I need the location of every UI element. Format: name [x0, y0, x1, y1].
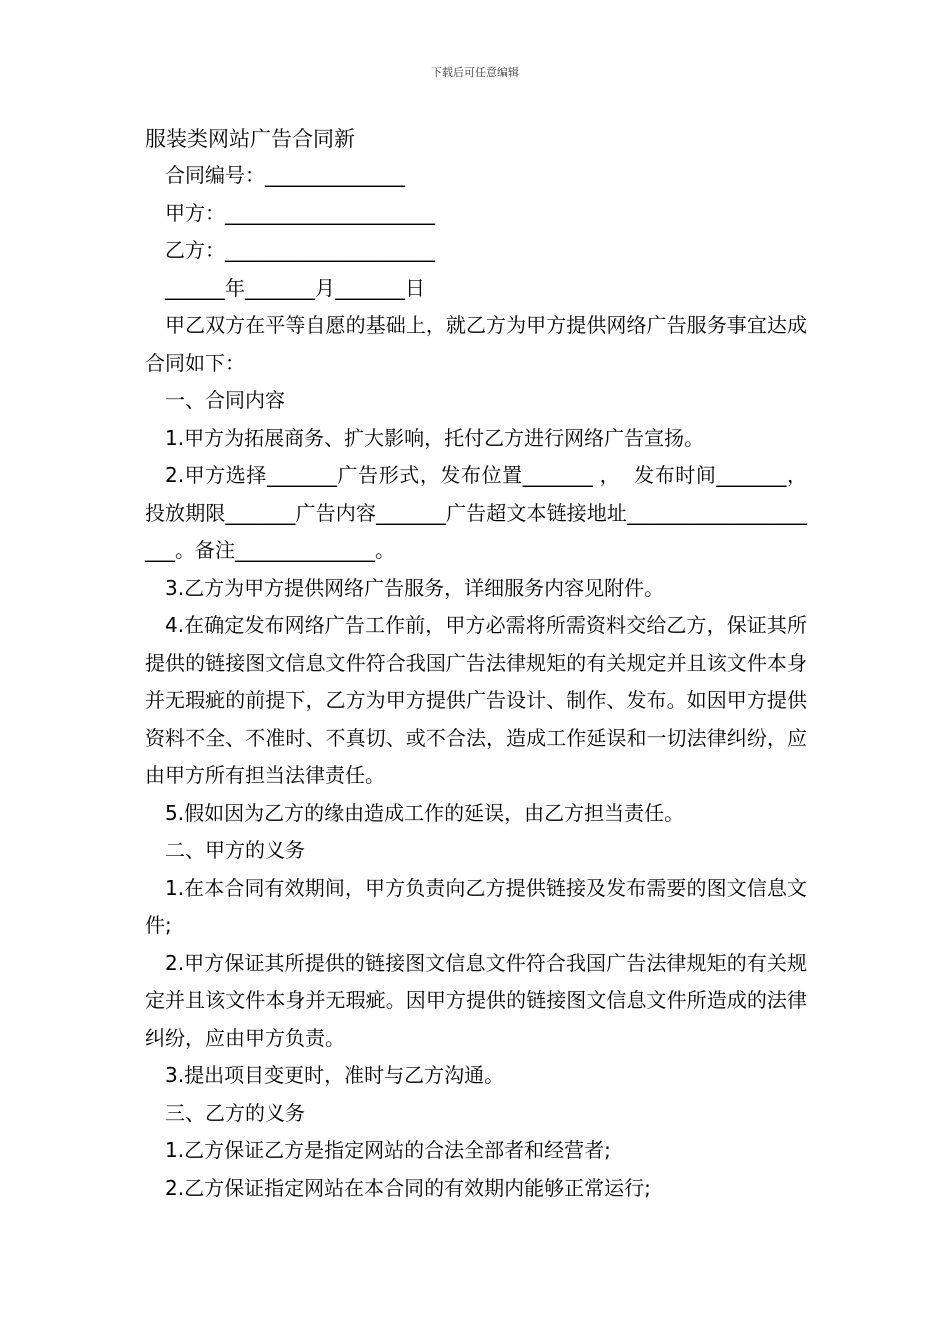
- contract-document: [145, 121, 807, 1207]
- page-header-note: 下载后可任意编辑: [431, 66, 519, 79]
- section-2-item: 1.在本合同有效期间，甲方负责向乙方提供链接及发布需要的图文信息文件;: [145, 875, 807, 937]
- date-line: ______年_______月_______日: [165, 275, 425, 300]
- section-1-item: 1.甲方为拓展商务、扩大影响，托付乙方进行网络广告宣扬。: [165, 425, 705, 450]
- document-title: 服装类网站广告合同新: [145, 127, 355, 151]
- section-2-title: 二、甲方的义务: [165, 838, 305, 862]
- section-1-item: 3.乙方为甲方提供网络广告服务，详细服务内容见附件。: [165, 575, 665, 600]
- section-1-item: 4.在确定发布网络广告工作前，甲方必需将所需资料交给乙方，保证其所提供的链接图文信息文件符合我国广告法律规矩的有关规定并且该文件本身并无瑕疵的前提下，乙方为甲方提供广告设计、制作、发布。如因甲方提供资料不全、不准时、不真切、或不合法，造成工作延误和一切法律纠纷，应由甲方所有担当法律责任。: [145, 613, 807, 787]
- contract-number-field: 合同编号：______________: [165, 163, 405, 187]
- section-3-item: 1.乙方保证乙方是指定网站的合法全部者和经营者;: [165, 1138, 611, 1162]
- section-3-item: 2.乙方保证指定网站在本合同的有效期内能够正常运行;: [165, 1175, 651, 1200]
- section-1-title: 一、合同内容: [165, 388, 285, 412]
- section-1-item: 2.甲方选择_______广告形式，发布位置_______ ， 发布时间_______，投放期限_______广告内容_______广告超文本链接地址_____________________。备注______________。: [145, 463, 807, 562]
- section-2-item: 3.提出项目变更时，准时与乙方沟通。: [165, 1063, 505, 1087]
- section-1-item: 5.假如因为乙方的缘由造成工作的延误，由乙方担当责任。: [165, 800, 685, 825]
- section-3-title: 三、乙方的义务: [165, 1100, 305, 1125]
- party-b-field: 乙方：_____________________: [165, 238, 435, 262]
- intro-paragraph: 甲乙双方在平等自愿的基础上，就乙方为甲方提供网络广告服务事宜达成合同如下：: [145, 313, 807, 375]
- section-2-item: 2.甲方保证其所提供的链接图文信息文件符合我国广告法律规矩的有关规定并且该文件本身并无瑕疵。因甲方提供的链接图文信息文件所造成的法律纠纷，应由甲方负责。: [145, 950, 807, 1050]
- party-a-field: 甲方：_____________________: [165, 200, 435, 225]
